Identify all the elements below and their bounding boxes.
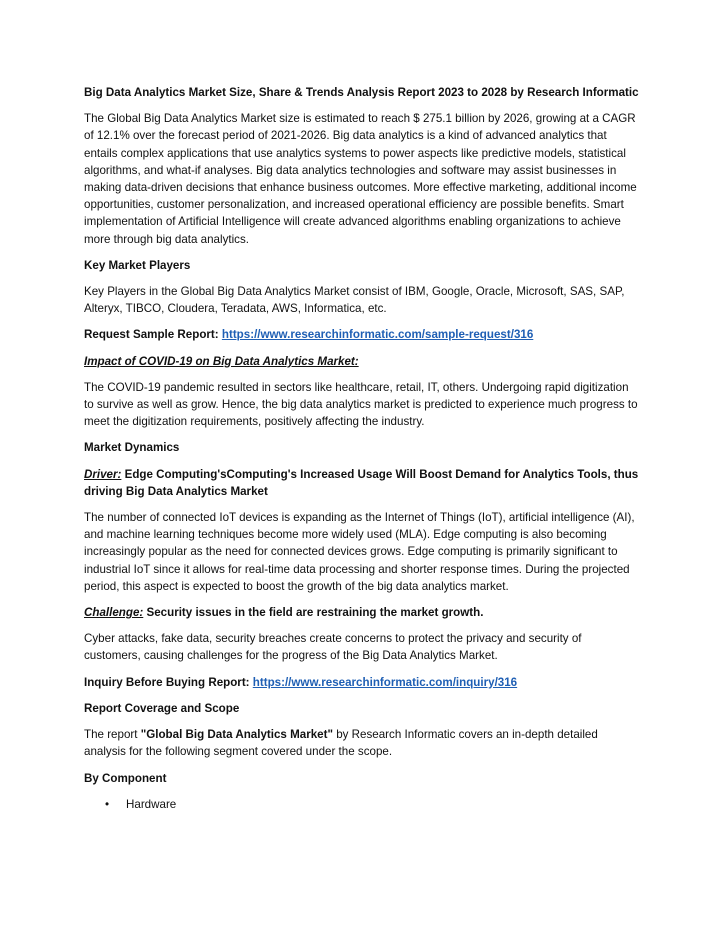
challenge-label: Challenge: (84, 606, 144, 620)
component-list (84, 796, 640, 813)
key-players-heading: Key Market Players (84, 258, 191, 272)
sample-report-label: Request Sample Report: (84, 328, 222, 342)
list-item-label: Hardware (126, 797, 177, 811)
key-players-paragraph: Key Players in the Global Big Data Analytics Market consist of IBM, Google, Oracle, Microsoft, SAS, SAP, Alteryx, TIBCO, Cloudera, Teradata, AWS, Informatica, etc. (84, 285, 625, 316)
coverage-text-prefix: The report (84, 728, 141, 742)
covid-paragraph: The COVID-19 pandemic resulted in sectors like healthcare, retail, IT, others. Undergoing rapid digitization to survive as well as grow. Hence, the big data analytics market is predicted to experience much progress to meet the digitization requirements, positively affecting the industry. (84, 380, 638, 429)
driver-label: Driver: (84, 467, 122, 481)
inquiry-line (84, 674, 640, 691)
report-title: Big Data Analytics Market Size, Share & Trends Analysis Report 2023 to 2028 by Research Informatic (84, 86, 639, 99)
sample-report-line (84, 326, 640, 343)
inquiry-label: Inquiry Before Buying Report: (84, 675, 253, 689)
challenge-title: Security issues in the field are restraining the market growth. (143, 606, 484, 620)
market-dynamics-heading: Market Dynamics (84, 441, 180, 455)
document-page (84, 84, 640, 813)
coverage-report-name: "Global Big Data Analytics Market" (140, 728, 333, 742)
intro-paragraph: The Global Big Data Analytics Market size is estimated to reach $ 275.1 billion by 2026, growing at a CAGR of 12.1% over the forecast period of 2021-2026. Big data analytics is a kind of advanced analytics that entails complex applications that use analytics systems to power aspects like predictive models, statistical algorithms, and what-if analyses. Big data analytics technologies and software may assist businesses in making data-driven decisions that enhance business outcomes. More effective marketing, additional income opportunities, customer personalization, and increased operational efficiency are possible benefits. Smart implementation of Artificial Intelligence will create advanced algorithms enabling organizations to achieve more through big data analytics. (84, 112, 637, 246)
covid-heading: Impact of COVID-19 on Big Data Analytics Market: (84, 354, 359, 368)
by-component-heading: By Component (84, 771, 167, 785)
driver-title: Edge Computing'sComputing's Increased Usage Will Boost Demand for Analytics Tools, thus driving Big Data Analytics Market (84, 467, 639, 498)
coverage-text-suffix: by Research Informatic covers an in-depth detailed analysis for the following segment covered under the scope. (84, 728, 598, 759)
inquiry-link[interactable]: https://www.researchinformatic.com/inquiry/316 (252, 675, 518, 689)
coverage-heading: Report Coverage and Scope (84, 701, 240, 715)
coverage-paragraph (84, 726, 640, 760)
challenge-paragraph: Cyber attacks, fake data, security breaches create concerns to protect the privacy and security of customers, causing challenges for the progress of the Big Data Analytics Market. (84, 632, 582, 663)
challenge-heading (84, 604, 640, 621)
sample-report-link[interactable]: https://www.researchinformatic.com/sample-request/316 (221, 328, 534, 342)
list-item (105, 796, 640, 813)
bullet-icon: • (105, 797, 110, 811)
driver-paragraph: The number of connected IoT devices is expanding as the Internet of Things (IoT), artificial intelligence (AI), and machine learning techniques become more widely used (MLA). Edge computing is also becoming increasingly popular as the need for connected devices grows. Edge computing is primarily significant to industrial IoT since it allows for real-time data processing and shorter response times. During the projected period, this aspect is expected to boost the growth of the big data analytics market. (84, 511, 635, 593)
driver-heading (84, 466, 640, 500)
